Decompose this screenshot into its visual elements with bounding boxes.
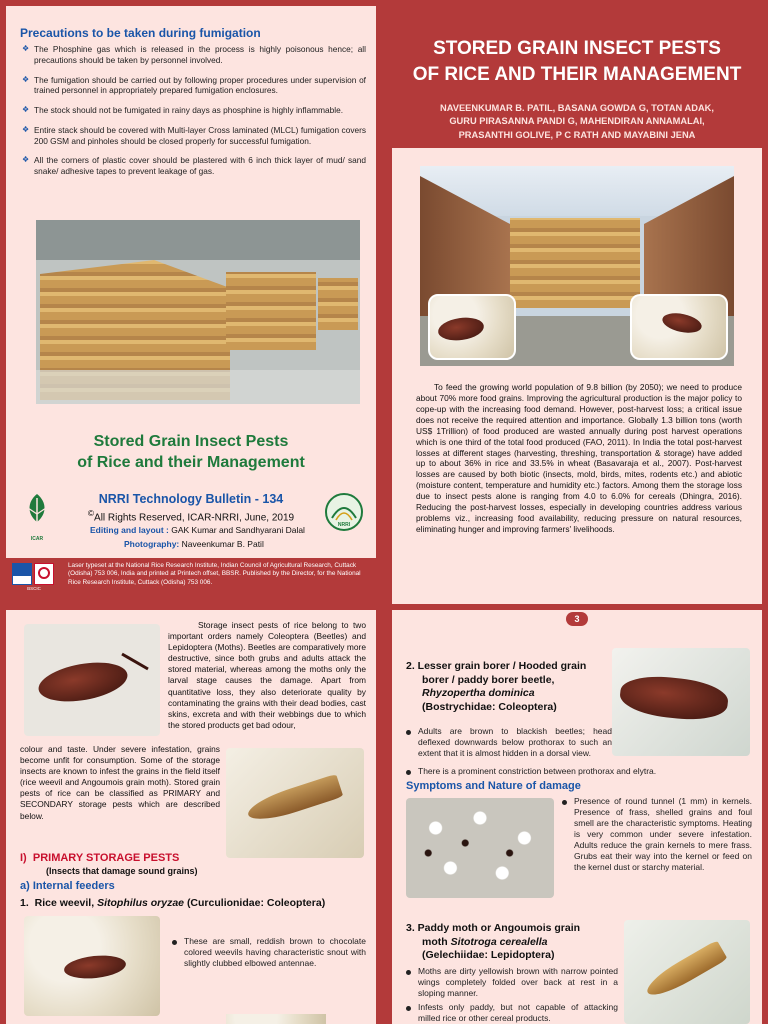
bullet-icon: [406, 970, 411, 975]
rice-weevil-photo: [428, 294, 516, 360]
subsection-internal-feeders: a) Internal feeders: [20, 880, 115, 892]
bscic-logo-icon: [12, 563, 32, 585]
bullet-icon: [562, 800, 567, 805]
bullet-icon: [172, 940, 177, 945]
rice-weevil-on-grain-photo: [24, 916, 160, 1016]
icar-logo-text: ICAR: [30, 536, 44, 542]
page-2-panel: [6, 610, 376, 1024]
pest1-description: These are small, reddish brown to chocolate colored weevils having characteristic snout with slightly clubbed elbowed antennae.: [172, 936, 366, 969]
pest2-bullets: [406, 726, 612, 760]
rice-grain-photo-partial: [226, 1014, 326, 1024]
precaution-item: ❖ The stock should not be fumigated in rainy days as phosphine is highly inflammable.: [34, 105, 366, 116]
fumigation-warehouse-photo: [36, 220, 360, 404]
precautions-list: [20, 44, 366, 186]
bullet-icon: [406, 730, 411, 735]
damaged-grain-photo: [406, 798, 554, 898]
page-3-panel: [392, 610, 762, 1024]
pest3-bullet: Moths are dirty yellowish brown with narrow pointed wings completely folded over back at rest in a sloping manner.: [406, 966, 618, 999]
paddy-moth-photo: [624, 920, 750, 1024]
photography-credit: Photography: Naveenkumar B. Patil: [124, 539, 264, 549]
page2-intro-a: Storage insect pests of rice belong to two important orders namely Coleoptera (Beetles) and Lepidoptera (Moths). Beetles are comparatively more destructive, since both grubs and adults attack the stored material, whereas among the moths only the larval stage causes the damage. Apart from quantitative loss, they also deteriorate quality by contaminating the grains with their dead bodies, cast skins, excreta and with their webbings due to which the stored products get bad odour,: [168, 620, 366, 730]
section-subheading: (Insects that damage sound grains): [46, 866, 198, 876]
pest1-heading: 1. Rice weevil, Sitophilus oryzae (Curculionidae: Coleoptera): [20, 897, 326, 909]
certification-logo-icon: [34, 563, 54, 585]
page2-intro-b: colour and taste. Under severe infestation, grains become unfit for consumption. Some of the storage insects are known to infest the grains in the field itself (rice weevil and Angoumois grain moth). Stored grain pests of rice can be classified as PRIMARY and SECONDARY storage pests which are described below.: [20, 744, 220, 821]
front-cover-title: STORED GRAIN INSECT PESTS OF RICE AND THEIR MANAGEMENT: [412, 38, 742, 85]
page-number-badge: 3: [566, 612, 588, 626]
copyright-symbol: ©: [87, 508, 95, 518]
bscic-label: BSCIC: [27, 586, 41, 591]
angoumois-moth-photo: [226, 748, 364, 858]
rights-line: ©All Rights Reserved, ICAR-NRRI, June, 2019: [87, 508, 295, 524]
bulletin-number: NRRI Technology Bulletin - 134: [98, 492, 284, 506]
precaution-item: ❖ The Phosphine gas which is released in the process is highly poisonous hence; all precautions should be taken by personnel involved.: [34, 44, 366, 66]
intro-paragraph: To feed the growing world population of 9.8 billion (by 2050); we need to produce about 70% more food grains. Improving the agricultural production is the major policy to cope-up with the increasing food demand. However, post-harvest loss; a critical issue does not receive the required attention and importance. Globally 1.3 billion tons (worth US$ 1Trillion) of food produced are wasted annually during post harvest operations which is one third of the total food produced (FAO, 2011). In India the total post-harvest losses at different stages (harvesting, threshing, transportation & storage) have added up to about 36% in rice and 33.5% in wheat (Basavaraja et al., 2007). Post-harvest losses are caused by both biotic (insects, mold, birds, mites, rodents etc.) and abiotic (moisture content, temperature and humidity etc.) factors. Among them the storage loss due to insect pests alone is ranging from 4.0 to 6.0% for cereals (Dhingra, 2016). Reducing the post-harvest losses, especially in developing countries address various problems viz., increasing food availability, reducing pressure on natural resources, eliminating hunger and improving farmers' livelihoods.: [416, 382, 742, 534]
lesser-grain-borer-photo: [612, 648, 750, 756]
rice-weevil-closeup-photo: [24, 624, 160, 736]
section-heading-primary: I) PRIMARY STORAGE PESTS: [20, 852, 180, 864]
precautions-heading: Precautions to be taken during fumigation: [20, 26, 261, 40]
imprint-footer: [6, 558, 376, 604]
pest2-heading: 2. Lesser grain borer / Hooded grain borer / paddy borer beetle, Rhyzopertha dominica (Bostrychidae: Coleoptera): [406, 660, 587, 713]
symptoms-text: Presence of round tunnel (1 mm) in kernels. Presence of frass, shelled grains and foul smell are the characteristic symptoms. Heating is very common under severe infestation. Adults reduce the grain kernels to mere frass. Grubs eat their way into the kernel or feed on the kernel dust or starchy material.: [562, 796, 752, 873]
pest3-bullets: [406, 966, 618, 1024]
editing-credit: Editing and layout : GAK Kumar and Sandhyarani Dalal: [90, 525, 305, 535]
pest2-bullet: Adults are brown to blackish beetles; head deflexed downwards below prothorax to such an extent that it is almost hidden in a dorsal view.: [406, 726, 612, 759]
rice-weevil-photo-2: [630, 294, 728, 360]
back-cover-title: Stored Grain Insect Pests of Rice and their Management: [77, 433, 305, 471]
pest2-bullet: There is a prominent constriction between prothorax and elytra.: [406, 766, 752, 777]
pest3-heading: 3. Paddy moth or Angoumois grain moth Sitotroga cerealella (Gelechiidae: Lepidoptera): [406, 922, 581, 962]
pest3-bullet: Infests only paddy, but not capable of attacking milled rice or other cereal products.: [406, 1002, 618, 1024]
symptoms-heading: Symptoms and Nature of damage: [406, 780, 581, 792]
bullet-icon: [406, 1006, 411, 1011]
precaution-item: ❖ The fumigation should be carried out by following proper procedures under supervision of trained personnel in appropriately prepared fumigation enclosures.: [34, 75, 366, 97]
precaution-item: ❖ Entire stack should be covered with Multi-layer Cross laminated (MLCL) fumigation covers 200 GSM and pinholes should be closed properly for successful fumigation.: [34, 125, 366, 147]
back-cover-panel: [6, 6, 376, 604]
front-cover-panel: [392, 6, 762, 604]
bullet-icon: [406, 770, 411, 775]
imprint-text: Laser typeset at the National Rice Research Institute, Indian Council of Agricultural Research, Cuttack (Odisha) 753 006, India and printed at Printech offset, BBSR. Published by the Director, for the National Rice Research Institute, Cuttack (Odisha) 753 006.: [68, 562, 361, 586]
authors: NAVEENKUMAR B. PATIL, BASANA GOWDA G, TOTAN ADAK, GURU PIRASANNA PANDI G, MAHENDIRAN ANNAMALAI, PRASANTHI GOLIVE, P C RATH AND MAYABINI JENA: [440, 103, 714, 140]
nrri-logo-label: NRRI: [337, 522, 351, 528]
precaution-item: ❖ All the corners of plastic cover should be plastered with 6 inch thick layer of mud/ sand snake/ adhesive tapes to prevent leakage of gas.: [34, 155, 366, 177]
